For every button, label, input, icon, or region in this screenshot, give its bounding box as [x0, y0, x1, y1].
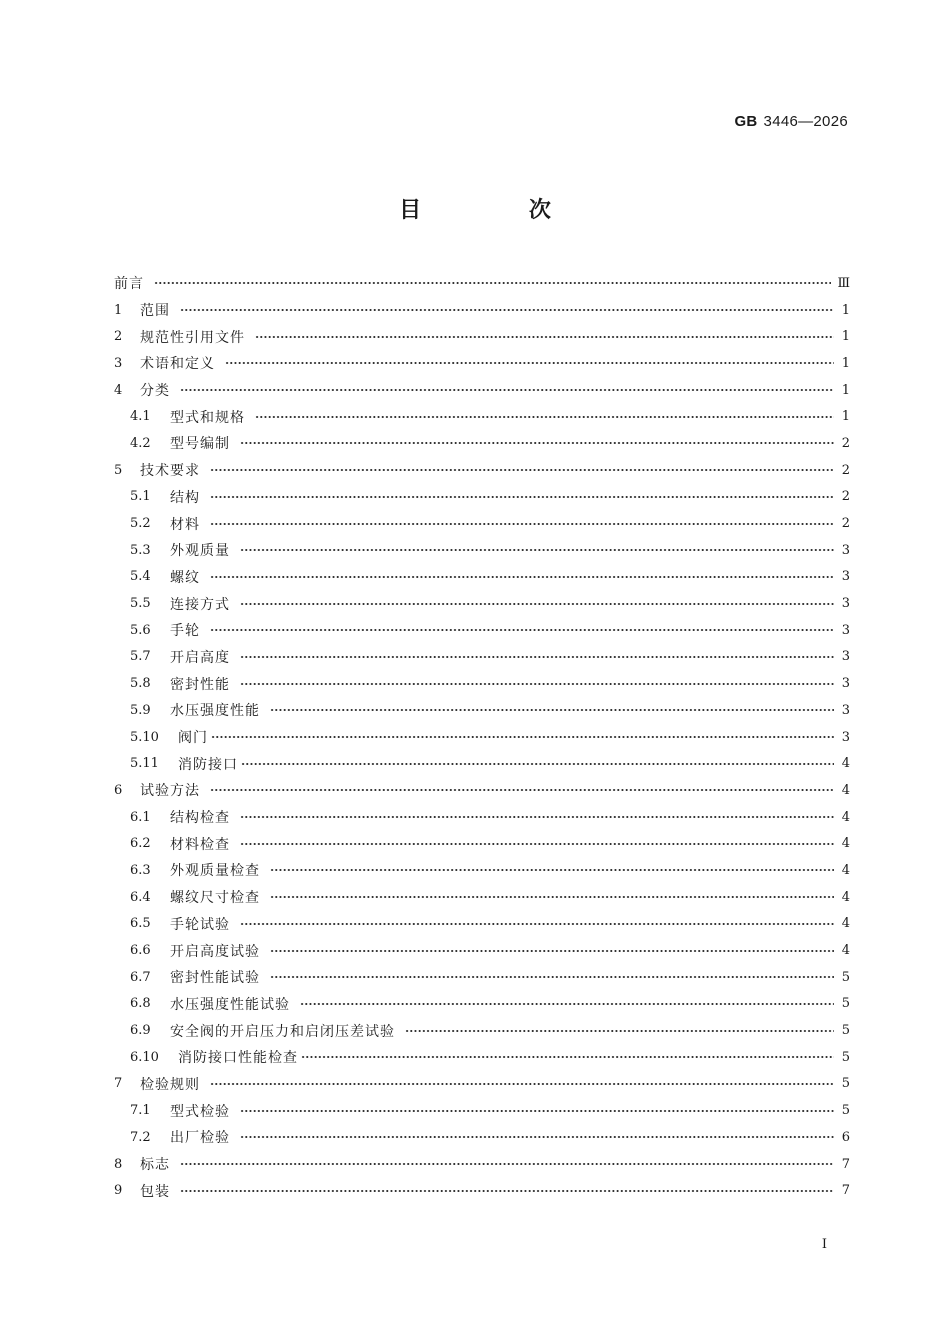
toc-leader-dots [211, 734, 834, 740]
toc-leader-dots [240, 841, 834, 847]
toc-entry[interactable] [114, 1124, 850, 1151]
toc-entry[interactable] [114, 724, 850, 751]
page-title: 目 次 [399, 198, 601, 223]
toc-entry-page: 3 [841, 542, 850, 558]
toc-entry-label: 分类 [140, 383, 170, 400]
toc-leader-dots [255, 414, 834, 420]
toc-entry-page: 6 [841, 1129, 850, 1145]
table-of-contents [114, 270, 850, 1204]
toc-entry-number: 5.2 [130, 516, 151, 532]
toc-entry[interactable] [114, 1097, 850, 1124]
toc-leader-dots [210, 574, 834, 580]
toc-entry-page: 1 [841, 302, 850, 318]
toc-entry[interactable] [114, 750, 850, 777]
toc-leader-dots [154, 280, 831, 286]
toc-entry-label: 试验方法 [140, 783, 200, 800]
toc-entry-label: 连接方式 [170, 596, 230, 613]
toc-entry-page: 3 [841, 596, 850, 612]
toc-entry-label: 范围 [140, 303, 170, 320]
toc-leader-dots [180, 387, 834, 393]
toc-entry-label: 型式检验 [170, 1103, 230, 1120]
toc-entry-number: 4.1 [130, 409, 151, 425]
toc-leader-dots [180, 1188, 834, 1194]
toc-entry-label: 螺纹尺寸检查 [170, 890, 260, 907]
toc-entry[interactable] [114, 804, 850, 831]
toc-leader-dots [270, 707, 834, 713]
toc-entry-page: 5 [841, 1049, 850, 1065]
toc-entry-page: 7 [841, 1156, 850, 1172]
toc-entry-number: 5.3 [130, 542, 151, 558]
toc-entry-label: 水压强度性能试验 [170, 996, 290, 1013]
toc-entry-number: 5.7 [130, 649, 151, 665]
toc-entry-page: 4 [841, 809, 850, 825]
toc-entry-number: 6.7 [130, 969, 151, 985]
toc-entry-number: 6.4 [130, 889, 151, 905]
toc-entry[interactable] [114, 670, 850, 697]
toc-entry-number: 5.8 [130, 676, 151, 692]
toc-leader-dots [180, 307, 834, 313]
toc-entry[interactable] [114, 564, 850, 591]
toc-entry[interactable] [114, 697, 850, 724]
toc-entry-page: 1 [841, 329, 850, 345]
toc-leader-dots [301, 1054, 834, 1060]
toc-leader-dots [240, 1134, 834, 1140]
toc-entry-page: 1 [841, 382, 850, 398]
toc-entry[interactable] [114, 323, 850, 350]
toc-entry[interactable] [114, 403, 850, 430]
toc-entry-number: 7.2 [130, 1129, 151, 1145]
toc-entry-number: 5.4 [130, 569, 151, 585]
toc-entry-page: 3 [841, 622, 850, 638]
toc-leader-dots [240, 547, 834, 553]
toc-entry-number: 3 [114, 355, 123, 371]
toc-entry-page: 5 [841, 1103, 850, 1119]
toc-entry-number: 1 [114, 302, 123, 318]
toc-leader-dots [270, 867, 834, 873]
toc-entry[interactable] [114, 270, 850, 297]
toc-leader-dots [240, 1108, 834, 1114]
toc-entry-label: 术语和定义 [140, 356, 215, 373]
toc-entry-number: 5.6 [130, 622, 151, 638]
toc-entry-number: 5 [114, 462, 123, 478]
toc-entry[interactable] [114, 590, 850, 617]
toc-entry-label: 开启高度试验 [170, 943, 260, 960]
toc-entry-label: 安全阀的开启压力和启闭压差试验 [170, 1023, 395, 1040]
toc-entry-page: 3 [841, 729, 850, 745]
toc-entry[interactable] [114, 884, 850, 911]
toc-entry-label: 材料检查 [170, 836, 230, 853]
toc-entry-label: 技术要求 [140, 463, 200, 480]
standard-number: 3446—2026 [763, 113, 848, 130]
toc-leader-dots [240, 601, 834, 607]
toc-entry-page: 5 [841, 969, 850, 985]
toc-entry[interactable] [114, 964, 850, 991]
toc-entry-page: 4 [841, 836, 850, 852]
toc-entry[interactable] [114, 857, 850, 884]
toc-entry-page: 2 [841, 435, 850, 451]
toc-entry-page: 3 [841, 676, 850, 692]
toc-entry-label: 标志 [140, 1157, 170, 1174]
toc-entry-number: 5.11 [130, 756, 159, 772]
toc-entry-page: 1 [841, 409, 850, 425]
toc-entry[interactable] [114, 377, 850, 404]
toc-entry-number: 5.5 [130, 596, 151, 612]
toc-entry-number: 2 [114, 329, 123, 345]
toc-entry-page: 5 [841, 996, 850, 1012]
toc-entry-number: 5.1 [130, 489, 151, 505]
toc-leader-dots [270, 894, 834, 900]
toc-entry[interactable] [114, 830, 850, 857]
toc-leader-dots [240, 440, 834, 446]
toc-entry-label: 规范性引用文件 [140, 329, 245, 346]
toc-leader-dots [210, 467, 834, 473]
standard-prefix: GB [734, 113, 758, 130]
toc-entry-page: 4 [841, 782, 850, 798]
toc-entry[interactable] [114, 457, 850, 484]
toc-leader-dots [240, 814, 834, 820]
toc-entry-label: 螺纹 [170, 569, 200, 586]
toc-entry-label: 消防接口性能检查 [178, 1050, 298, 1067]
toc-entry-page: 4 [841, 916, 850, 932]
toc-leader-dots [241, 761, 834, 767]
toc-entry-label: 外观质量 [170, 543, 230, 560]
toc-entry[interactable] [114, 350, 850, 377]
toc-entry-page: 4 [841, 862, 850, 878]
toc-entry-number: 6.5 [130, 916, 151, 932]
toc-entry-number: 6 [114, 782, 123, 798]
toc-entry-label: 开启高度 [170, 649, 230, 666]
toc-entry[interactable] [114, 911, 850, 938]
toc-entry-number: 4.2 [130, 435, 151, 451]
toc-entry[interactable] [114, 1017, 850, 1044]
toc-entry-label: 密封性能 [170, 676, 230, 693]
toc-entry-number: 4 [114, 382, 123, 398]
toc-entry-page: 3 [841, 569, 850, 585]
toc-entry-label: 检验规则 [140, 1076, 200, 1093]
toc-entry[interactable] [114, 430, 850, 457]
toc-entry-number: 6.3 [130, 862, 151, 878]
toc-entry-label: 阀门 [178, 730, 208, 747]
toc-entry-page: 2 [841, 462, 850, 478]
toc-entry-number: 6.1 [130, 809, 151, 825]
toc-entry-label: 结构检查 [170, 810, 230, 827]
toc-leader-dots [240, 654, 834, 660]
toc-entry-number: 7 [114, 1076, 123, 1092]
toc-entry-label: 手轮 [170, 623, 200, 640]
toc-entry-page: 7 [841, 1183, 850, 1199]
toc-entry-label: 出厂检验 [170, 1130, 230, 1147]
toc-entry-label: 消防接口 [178, 756, 238, 773]
toc-entry[interactable] [114, 937, 850, 964]
toc-entry-page: 4 [841, 756, 850, 772]
toc-leader-dots [210, 521, 834, 527]
toc-entry-number: 8 [114, 1156, 123, 1172]
toc-entry[interactable] [114, 777, 850, 804]
toc-entry-page: 2 [841, 489, 850, 505]
toc-leader-dots [180, 1161, 834, 1167]
toc-leader-dots [210, 627, 834, 633]
toc-entry-label: 型号编制 [170, 436, 230, 453]
toc-entry-page: 3 [841, 702, 850, 718]
toc-entry-label: 手轮试验 [170, 916, 230, 933]
toc-entry-number: 7.1 [130, 1103, 151, 1119]
toc-entry-number: 5.9 [130, 702, 151, 718]
toc-leader-dots [300, 1001, 834, 1007]
toc-leader-dots [240, 921, 834, 927]
toc-entry-number: 6.9 [130, 1023, 151, 1039]
toc-entry-label: 结构 [170, 489, 200, 506]
toc-entry-page: 5 [841, 1023, 850, 1039]
toc-leader-dots [210, 494, 834, 500]
toc-entry[interactable] [114, 510, 850, 537]
toc-entry[interactable] [114, 991, 850, 1018]
toc-leader-dots [255, 334, 834, 340]
toc-entry-number: 5.10 [130, 729, 159, 745]
toc-leader-dots [210, 787, 834, 793]
toc-entry-page: 2 [841, 516, 850, 532]
toc-entry-label: 前言 [114, 276, 144, 293]
toc-entry-number: 6.6 [130, 943, 151, 959]
toc-entry-number: 6.8 [130, 996, 151, 1012]
toc-entry[interactable] [114, 297, 850, 324]
toc-entry-page: 4 [841, 943, 850, 959]
page-number: I [821, 1237, 827, 1252]
toc-entry[interactable] [114, 617, 850, 644]
toc-entry[interactable] [114, 537, 850, 564]
toc-entry[interactable] [114, 1177, 850, 1204]
toc-entry-number: 6.10 [130, 1049, 159, 1065]
toc-entry-number: 9 [114, 1183, 123, 1199]
toc-entry-page: 1 [841, 355, 850, 371]
toc-entry-number: 6.2 [130, 836, 151, 852]
toc-entry[interactable] [114, 484, 850, 511]
toc-entry-label: 包装 [140, 1183, 170, 1200]
toc-leader-dots [210, 1081, 834, 1087]
toc-entry[interactable] [114, 644, 850, 671]
toc-leader-dots [270, 948, 834, 954]
toc-entry-label: 密封性能试验 [170, 970, 260, 987]
toc-entry-label: 水压强度性能 [170, 703, 260, 720]
toc-entry-page: Ⅲ [837, 275, 850, 291]
toc-entry[interactable] [114, 1044, 850, 1071]
toc-entry[interactable] [114, 1151, 850, 1178]
toc-leader-dots [225, 360, 834, 366]
toc-entry-page: 3 [841, 649, 850, 665]
toc-leader-dots [270, 974, 834, 980]
toc-entry-page: 4 [841, 889, 850, 905]
toc-leader-dots [240, 681, 834, 687]
toc-entry-label: 材料 [170, 516, 200, 533]
toc-entry-page: 5 [841, 1076, 850, 1092]
toc-entry-label: 外观质量检查 [170, 863, 260, 880]
standard-code [734, 113, 848, 130]
toc-entry[interactable] [114, 1071, 850, 1098]
toc-leader-dots [405, 1028, 834, 1034]
toc-entry-label: 型式和规格 [170, 409, 245, 426]
